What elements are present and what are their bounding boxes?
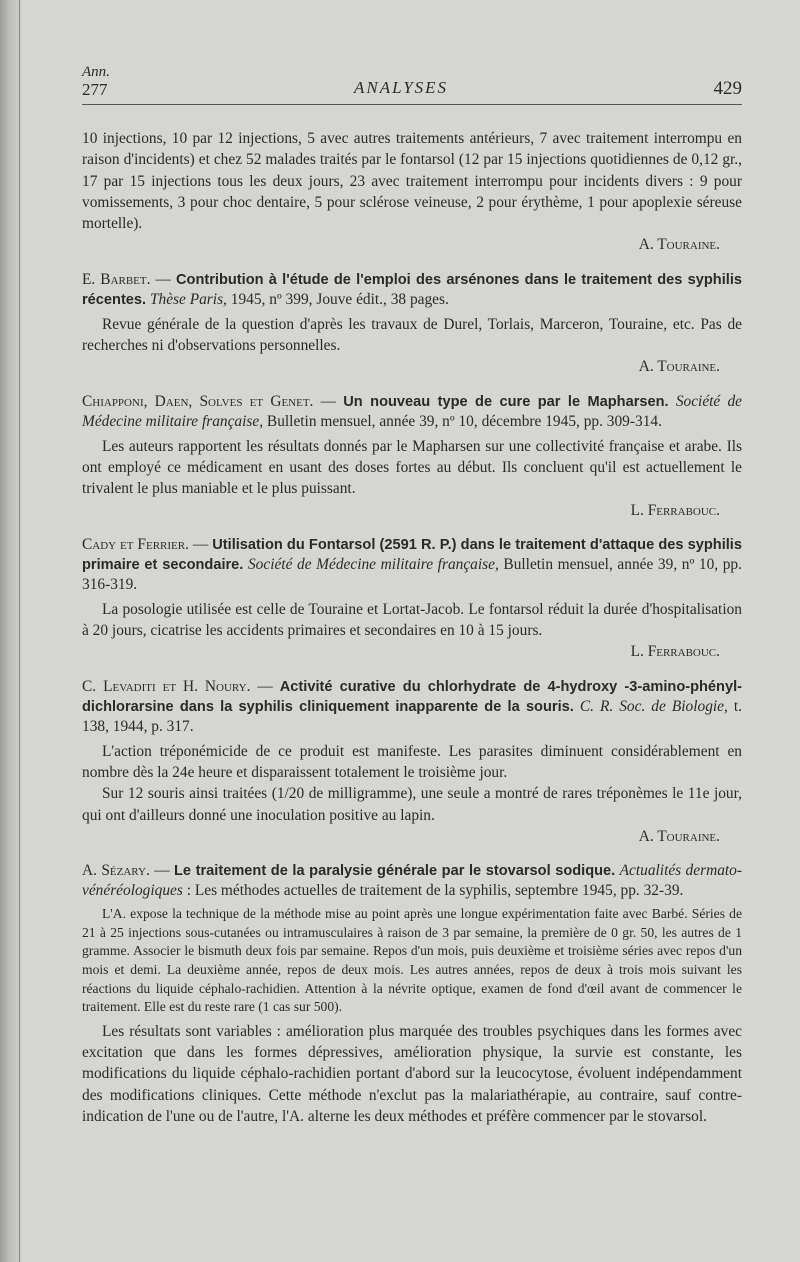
entry-author: E. Barbet. bbox=[82, 270, 151, 288]
header-volume-page: 277 bbox=[82, 80, 108, 99]
entry-source-italic: Thèse Paris, bbox=[149, 290, 227, 308]
entry-source: : Les méthodes actuelles de traitement de la syphilis, septembre 1945, pp. 32-39. bbox=[182, 882, 684, 900]
entry-heading bbox=[82, 861, 742, 901]
entry-heading bbox=[82, 270, 742, 310]
entry-dash: — bbox=[250, 677, 280, 695]
entry-source-italic: Société de Médecine militaire française, bbox=[82, 392, 743, 430]
entry-title: Un nouveau type de cure par le Mapharsen. bbox=[343, 393, 669, 410]
signature: L. Ferrabouc. bbox=[630, 643, 720, 661]
review-entry-chiapponi bbox=[82, 392, 742, 521]
entry-heading bbox=[82, 677, 742, 737]
entry-body: Les résultats sont variables : amélioration plus marquée des troubles psychiques dans les formes avec excitation que dans les formes dépressives, amélioration physique, la survie est constante, les modifications du liquide céphalo-rachidien portant d'abord sur la leucocytose, évoluent indépendamment des modifications cliniques. Cette méthode n'exclut pas la malariathérapie, au contraire, sauf contre-indication de l'une ou de l'autre, l'A. alterne les deux méthodes et préfère commencer par le stovarsol. bbox=[82, 1022, 742, 1125]
running-header bbox=[82, 58, 742, 106]
signature: L. Ferrabouc. bbox=[630, 501, 720, 519]
entry-body: Les auteurs rapportent les résultats donnés par le Mapharsen sur une collectivité française et arabe. Ils ont employé ce médicament en usant des doses fortes au début. Ils concluent qu'il est actuellement le trivalent le plus maniable et le plus puissant. bbox=[82, 437, 742, 498]
entry-author: Cady et Ferrier. bbox=[82, 535, 189, 553]
review-entry-levaditi bbox=[82, 677, 742, 847]
entry-dash: — bbox=[188, 535, 213, 553]
entry-source: Bulletin mensuel, année 39, nº 10, décembre 1945, pp. 309-314. bbox=[263, 412, 662, 430]
entry-source: Bulletin mensuel, année 39, nº 10, pp. 316-319. bbox=[82, 555, 742, 593]
entry-source: t. 138, 1944, p. 317. bbox=[82, 697, 743, 735]
entry-dash: — bbox=[313, 392, 344, 410]
entry-author: C. Levaditi et H. Noury. bbox=[82, 677, 251, 695]
review-entry-barbet bbox=[82, 270, 742, 378]
entry-title: Contribution à l'étude de l'emploi des arsénones dans le traitement des syphilis récentes. bbox=[82, 271, 742, 308]
entry-dash: — bbox=[150, 270, 176, 288]
entry-author: A. Sézary. bbox=[82, 862, 150, 880]
entry-source: 1945, nº 399, Jouve édit., 38 pages. bbox=[226, 290, 449, 308]
review-entry-sezary bbox=[82, 861, 742, 1127]
entry-dash: — bbox=[149, 862, 174, 880]
entry-title: Le traitement de la paralysie générale par le stovarsol sodique. bbox=[174, 863, 616, 880]
entry-source-italic: Société de Médecine militaire française, bbox=[247, 555, 499, 573]
entry-body: La posologie utilisée est celle de Touraine et Lortat-Jacob. Le fontarsol réduit la durée d'hospitalisation à 20 jours, cicatrise les accidents primaires et secondaires en 10 à 15 jours. bbox=[82, 600, 742, 640]
review-entry-cady bbox=[82, 535, 742, 663]
signature: A. Touraine. bbox=[638, 827, 720, 845]
entry-heading bbox=[82, 392, 742, 432]
header-ann: Ann. bbox=[82, 64, 110, 80]
entry-source-italic: Actualités dermato-vénéréologiques bbox=[82, 862, 742, 900]
page-number: 429 bbox=[713, 78, 742, 99]
entry-title: Activité curative du chlorhydrate de 4-hydroxy -3-amino-phényl-dichlorarsine dans la syphilis cliniquement inapparente de la souris. bbox=[82, 678, 742, 715]
entry-author: Chiapponi, Daen, Solves et Genet. bbox=[82, 392, 314, 410]
binding-edge bbox=[19, 0, 20, 1262]
entry-body: Sur 12 souris ainsi traitées (1/20 de milligramme), une seule a montré de rares tréponèmes le 11e jour, qui ont d'ailleurs donné une inoculation positive au lapin. bbox=[82, 785, 742, 824]
entry-title: Utilisation du Fontarsol (2591 R. P.) dans le traitement d'attaque des syphilis primaire et secondaire. bbox=[82, 536, 742, 573]
header-title: ANALYSES bbox=[354, 78, 449, 97]
entry-body: L'action tréponémicide de ce produit est manifeste. Les parasites diminuent considérablement en nombre dès la 24e heure et disparaissent totalement le troisième jour. bbox=[82, 742, 742, 782]
entry-heading bbox=[82, 535, 742, 595]
signature: A. Touraine. bbox=[638, 236, 720, 254]
header-rule bbox=[82, 104, 742, 105]
journal-page bbox=[82, 58, 742, 1127]
entry-body-small: L'A. expose la technique de la méthode mise au point après une longue expérimentation faite avec Barbé. Séries de 21 à 25 injections sous-cutanées ou intramusculaires à raison de 3 par semaine, la première de 0 gr. 50, les autres de 1 gramme. Associer le bismuth deux fois par semaine. Repos d'un mois, puis deuxième et troisième séries avec repos d'un mois et demi. La deuxième année, repos de deux mois. Les autres années, repos de deux à trois mois suivant les réactions du liquide céphalo-rachidien. Attention à la névrite optique, examen de fond d'œil avant de commencer le traitement. Elle est du reste rare (1 cas sur 500). bbox=[82, 906, 742, 1015]
signature: A. Touraine. bbox=[638, 358, 720, 376]
continued-paragraph: 10 injections, 10 par 12 injections, 5 avec autres traitements antérieurs, 7 avec traitement interrompu en raison d'incidents) et chez 52 malades traités par le fontarsol (12 par 15 injections quotidiennes de 0,12 gr., 17 par 15 injections tous les deux jours, 23 avec traitement interrompu pour incidents divers : 9 pour vomissements, 3 pour choc dentaire, 5 pour sclérose veineuse, 2 pour érythème, 1 pour apoplexie séreuse mortelle). bbox=[82, 130, 742, 233]
entry-source-italic: C. R. Soc. de Biologie, bbox=[579, 697, 728, 715]
entry-body: Revue générale de la question d'après les travaux de Durel, Torlais, Marceron, Touraine, etc. Pas de recherches ni d'observations personnelles. bbox=[82, 315, 742, 355]
